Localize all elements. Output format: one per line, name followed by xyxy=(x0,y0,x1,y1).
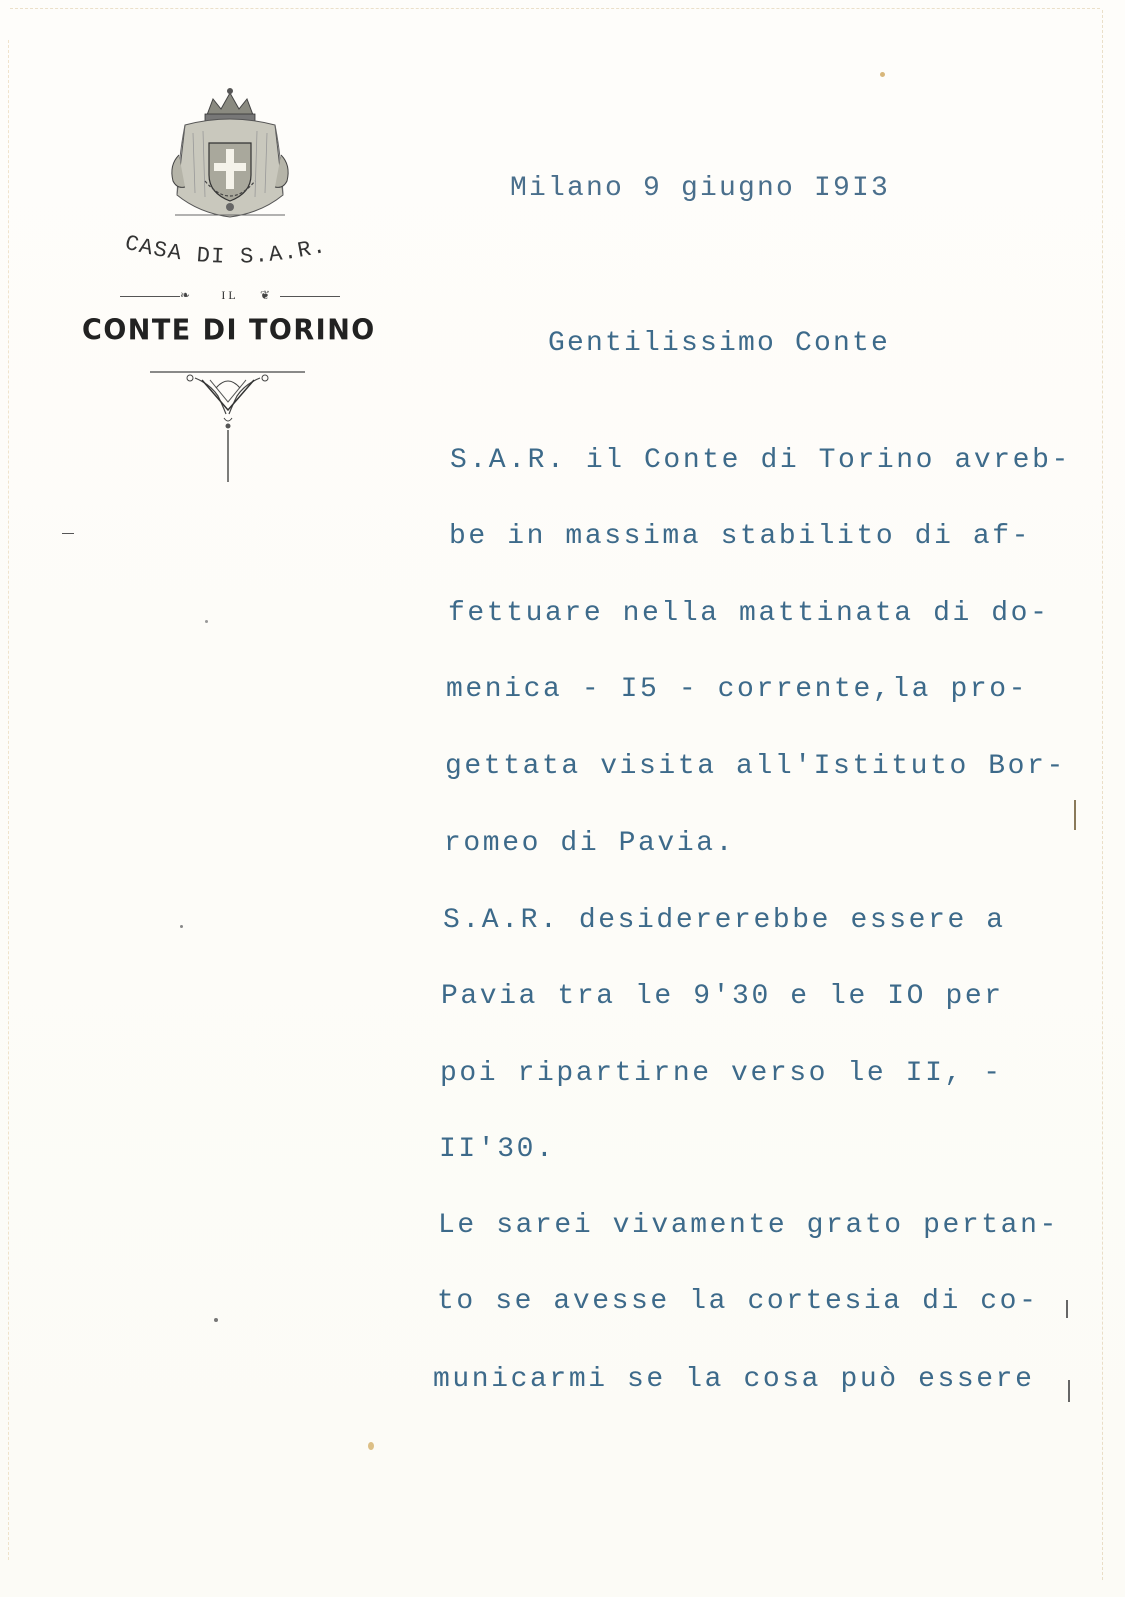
body-line: menica - I5 - corrente,la pro- xyxy=(446,674,1029,705)
paper-mark xyxy=(1066,1300,1068,1318)
paper-mark xyxy=(1068,1380,1070,1402)
paper-edge-right xyxy=(1101,10,1103,1580)
body-line: to se avesse la cortesia di co- xyxy=(437,1286,1039,1317)
paper-speck xyxy=(368,1442,374,1450)
body-line: II'30. xyxy=(439,1134,556,1165)
letterhead-title: CONTE DI TORINO xyxy=(82,314,376,347)
monogram-ornament-icon xyxy=(150,370,305,485)
body-line: municarmi se la cosa può essere xyxy=(433,1364,1035,1395)
body-line: S.A.R. il Conte di Torino avreb- xyxy=(450,445,1071,476)
letterhead-il: IL xyxy=(221,288,239,302)
ornament-left-icon: ❧ xyxy=(180,288,191,302)
svg-text:CASA DI S.A.R. xyxy=(122,231,329,270)
body-line: poi ripartirne verso le II, - xyxy=(440,1058,1003,1089)
body-line: gettata visita all'Istituto Bor- xyxy=(445,751,1066,782)
paper-speck xyxy=(205,620,208,623)
paper-mark xyxy=(62,533,74,534)
letterhead-il-row xyxy=(120,288,340,308)
letter-salutation: Gentilissimo Conte xyxy=(548,328,891,359)
paper-speck xyxy=(880,72,885,77)
body-line: romeo di Pavia. xyxy=(444,828,736,859)
paper-mark xyxy=(1074,800,1076,830)
letterhead xyxy=(70,80,390,500)
ornament-right-icon: ❦ xyxy=(260,288,271,302)
letterhead-house-text xyxy=(122,230,362,280)
letter-date: Milano 9 giugno I9I3 xyxy=(510,173,891,204)
paper-edge-top xyxy=(10,8,1100,10)
body-line: Le sarei vivamente grato pertan- xyxy=(438,1210,1059,1241)
paper-speck xyxy=(180,925,183,928)
body-line: Pavia tra le 9'30 e le IO per xyxy=(441,981,1004,1012)
divider xyxy=(280,296,340,297)
body-line: be in massima stabilito di af- xyxy=(449,521,1032,552)
divider xyxy=(120,296,180,297)
body-line: S.A.R. desidererebbe essere a xyxy=(443,905,1006,936)
letterhead-house: CASA DI S.A.R. xyxy=(122,230,330,270)
body-line: fettuare nella mattinata di do- xyxy=(448,598,1050,629)
royal-crest-icon xyxy=(165,85,295,230)
paper-speck xyxy=(214,1318,218,1322)
paper-edge-left xyxy=(8,40,10,1560)
